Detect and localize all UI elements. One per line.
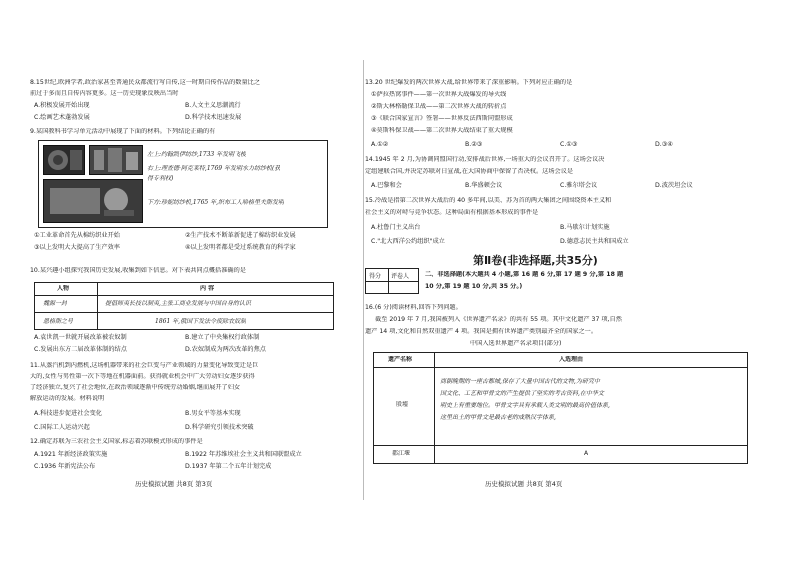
q11-option-d[interactable]: D.科学研究引领技术突破 — [185, 424, 254, 431]
q8-option-a[interactable]: A.积极发展开始出现 — [34, 102, 90, 109]
q13-option-c[interactable]: C.①③ — [560, 141, 578, 148]
q10-option-b[interactable]: B.建立了中央集权行政体制 — [185, 334, 260, 341]
q9-option-4[interactable]: ④以上发明者都是受过系统教育的科学家 — [185, 244, 296, 251]
q12-option-b[interactable]: B.1922 年苏维埃社会主义共和国联盟成立 — [185, 451, 302, 458]
left-page — [0, 0, 360, 562]
q14-text-line1: 14.1945 年 2 月,为协调同盟国行动,安排战后世界,一场重大的会议召开了。这场会议决 — [365, 156, 605, 163]
q13-option-b[interactable]: B.②③ — [465, 141, 483, 148]
q9-box-line4: 下方:珍妮纺纱机,1765 年,织布工人哈格里夫斯发明 — [147, 199, 285, 206]
q15-option-c[interactable]: C."北大西洋公约组织"成立 — [371, 238, 445, 245]
q13-item-4: ④莫斯科保卫战——第二次世界大战结束了重大规模 — [371, 127, 513, 134]
q14-option-a[interactable]: A.巴黎和会 — [371, 182, 402, 189]
q16-table-header-name: 遗产名称 — [388, 356, 413, 363]
q10-option-d[interactable]: D.农奴制成为两次改革的焦点 — [185, 346, 266, 353]
q10-table-row2-content: 1861 年,俄国下发法令废除农奴制 — [155, 318, 247, 325]
q16-table-header-reason: 入选理由 — [559, 356, 584, 363]
q10-option-c[interactable]: C.发展出东方二届改革体制的结点 — [34, 346, 127, 353]
q10-table-row2-person: 恩格斯之号 — [43, 318, 74, 325]
q9-option-1[interactable]: ①工业革命首先从棉纺织业开始 — [34, 232, 120, 239]
q8-option-b[interactable]: B.人文主义思潮流行 — [185, 102, 241, 109]
q16-table-title: 中国入选世界遗产名录项目(部分) — [470, 340, 562, 347]
q16-table-row1-reason-line2: 国文化、工艺和甲骨文的产生提供了坚实的考古资料,在中华文 — [440, 390, 604, 397]
q15-option-b[interactable]: B.马歇尔计划实施 — [560, 224, 610, 231]
q9-option-3[interactable]: ③以上发明大大提高了生产效率 — [34, 244, 120, 251]
q15-option-a[interactable]: A.杜鲁门主义出台 — [371, 224, 421, 231]
q16-material-line1: 截至 2019 年 7 月,我国被列入《世界遗产名录》的共有 55 项。其中文化遗产 37 项,自然 — [375, 316, 622, 323]
left-page-footer: 历史模拟试题 共8页 第3页 — [135, 480, 213, 488]
q10-text: 10.某兴趣小组探究我国历史发展,收集到如下信息。对下表共同点概括准确的是 — [30, 267, 246, 274]
q10-table-header-content: 内 容 — [200, 285, 215, 292]
q11-text-line1: 11.从蒸汽机到内燃机,这场机器带来的社会巨变与产业领域的力量变化导致变迁是巨 — [30, 362, 259, 369]
q8-option-c[interactable]: C.绘画艺术蓬勃发展 — [34, 114, 90, 121]
q14-option-d[interactable]: D.波茨坦会议 — [655, 182, 693, 189]
q11-option-c[interactable]: C.国际工人运动兴起 — [34, 424, 90, 431]
q10-option-a[interactable]: A.袁世凯一世就开展改革被农奴制 — [34, 334, 127, 341]
q13-option-a[interactable]: A.①② — [371, 141, 389, 148]
section-ii-note-line1: 二、非选择题(本大题共 4 小题,第 16 题 6 分,第 17 题 9 分,第 18 题 — [425, 271, 624, 278]
q14-option-c[interactable]: C.雅尔塔会议 — [560, 182, 598, 189]
q9-material-box — [38, 140, 328, 228]
q13-item-2: ②斯大林格勒保卫战——第二次世界大战的转折点 — [371, 103, 507, 110]
q13-option-d[interactable]: D.③④ — [655, 141, 673, 148]
q9-box-line1: 左上:约翰凯伊纺纱,1733 年发明飞梭 — [147, 151, 247, 158]
q16-table-row2-name: 都江堰 — [392, 450, 411, 457]
q16-table-row1-reason-line1: 商朝晚期的一座古都城,保存了大量中国古代的文物,为研究中 — [440, 378, 600, 385]
q12-option-d[interactable]: D.1937 年第二个五年计划完成 — [185, 463, 272, 470]
q10-table-row1-person: 魏源一封 — [43, 300, 68, 307]
q15-option-d[interactable]: D.德意志民主共和国成立 — [560, 238, 629, 245]
q10-table-header-person: 人物 — [57, 285, 70, 292]
grader-label: 评卷人 — [391, 273, 410, 280]
q16-table-row1-name: 殷墟 — [396, 401, 409, 408]
q8-text-line1: 8.15世纪,欧洲学者,政治家甚至普通民众都流行写自传,这一时期自传作品的数量比之 — [30, 79, 261, 86]
q11-text-line3: 了经济独立,复兴了社会地位,在政治领域逐渐中传统劳动婚姻,继而展开了妇女 — [30, 384, 241, 391]
q12-text: 12.确定苏联为三农社会主义国家,标志着苏联模式形成的事件是 — [30, 438, 203, 445]
section-ii-title: 第Ⅱ卷(非选择题,共35分) — [473, 254, 598, 267]
q16-heritage-table — [373, 352, 748, 464]
q8-option-d[interactable]: D.科学技术迅速发展 — [185, 114, 242, 121]
q12-option-c[interactable]: C.1936 年新宪法公布 — [34, 463, 96, 470]
q8-text-line2: 前过于多而且自传内容更多。这一历史现象反映出当时 — [30, 90, 179, 97]
score-box — [365, 268, 419, 294]
spinning-jenny-image — [43, 179, 143, 223]
flying-shuttle-image — [43, 145, 85, 175]
column-divider — [363, 60, 364, 500]
q9-option-2[interactable]: ②生产技术不断革新促进了棉纺织业发展 — [185, 232, 296, 239]
q12-option-a[interactable]: A.1921 年新经济政策实施 — [34, 451, 108, 458]
q14-option-b[interactable]: B.华盛顿会议 — [465, 182, 503, 189]
q9-box-line2: 右上:理查德·阿克莱特,1769 年发明水力纺纱机(获 — [147, 165, 281, 172]
q10-table-row1-content: 提倡师夷长技以制夷,主张工商业发展与中国自身的认识 — [105, 300, 251, 307]
q15-text-line2: 社会主义的对峙与竞争状态。这种局面有根据基本形成的事件是 — [365, 209, 539, 216]
q9-text: 9.某国教科书学习单元活动中展现了下面的材料。下列结论正确的有 — [30, 128, 216, 135]
q11-option-a[interactable]: A.科技进步促进社会变化 — [34, 410, 102, 417]
q16-table-row1-reason-line3: 明史上有重要地位。甲骨文字具有承载人类文明的最高价值体系, — [440, 402, 610, 409]
score-label: 得分 — [369, 273, 382, 280]
q9-box-line3: 得专利权) — [147, 175, 174, 182]
q16-text: 16.(6 分)阅读材料,回答下列问题。 — [365, 304, 462, 311]
right-page-footer: 历史模拟试题 共8页 第4页 — [485, 480, 563, 488]
q16-table-row1-reason-line4: 这里出土的甲骨文是最古老的成熟汉字体系, — [440, 414, 556, 421]
q11-text-line2: 大的,女性与男性第一次下等地在机器面前。获得就业机会中广大劳动妇女逐步获得 — [30, 373, 255, 380]
q16-table-row2-blank-a[interactable]: A — [584, 450, 589, 457]
q13-item-3: ③《联合国家宣言》签署——世界反法西斯同盟形成 — [371, 115, 513, 122]
q13-text: 13.20 世纪爆发的两次世界大战,给世界带来了深重影响。下列对应正确的是 — [365, 79, 573, 86]
right-page — [365, 0, 794, 562]
section-ii-note-line2: 10 分,第 19 题 10 分,共 35 分。) — [425, 283, 523, 290]
q16-material-line2: 遗产 14 项,文化和自然双重遗产 4 项。我国是拥有世界遗产类别最齐全的国家之一。 — [365, 328, 598, 335]
water-frame-image — [89, 145, 143, 175]
q14-text-line2: 定组建联合国,并决定苏联对日宣战,在大国协商中保留了否决权。这场会议是 — [365, 168, 574, 175]
q13-item-1: ①萨拉热窝事件——第一次世界大战爆发的导火线 — [371, 91, 507, 98]
q11-text-line4: 解放运动的发展。材料说明 — [30, 395, 105, 402]
q11-option-b[interactable]: B.男女平等基本实现 — [185, 410, 241, 417]
q15-text-line1: 15.冷战是指第二次世界大战后的 40 多年间,以美、苏为首的两大集团之间围绕资本主义和 — [365, 197, 612, 204]
q10-table — [34, 282, 334, 330]
